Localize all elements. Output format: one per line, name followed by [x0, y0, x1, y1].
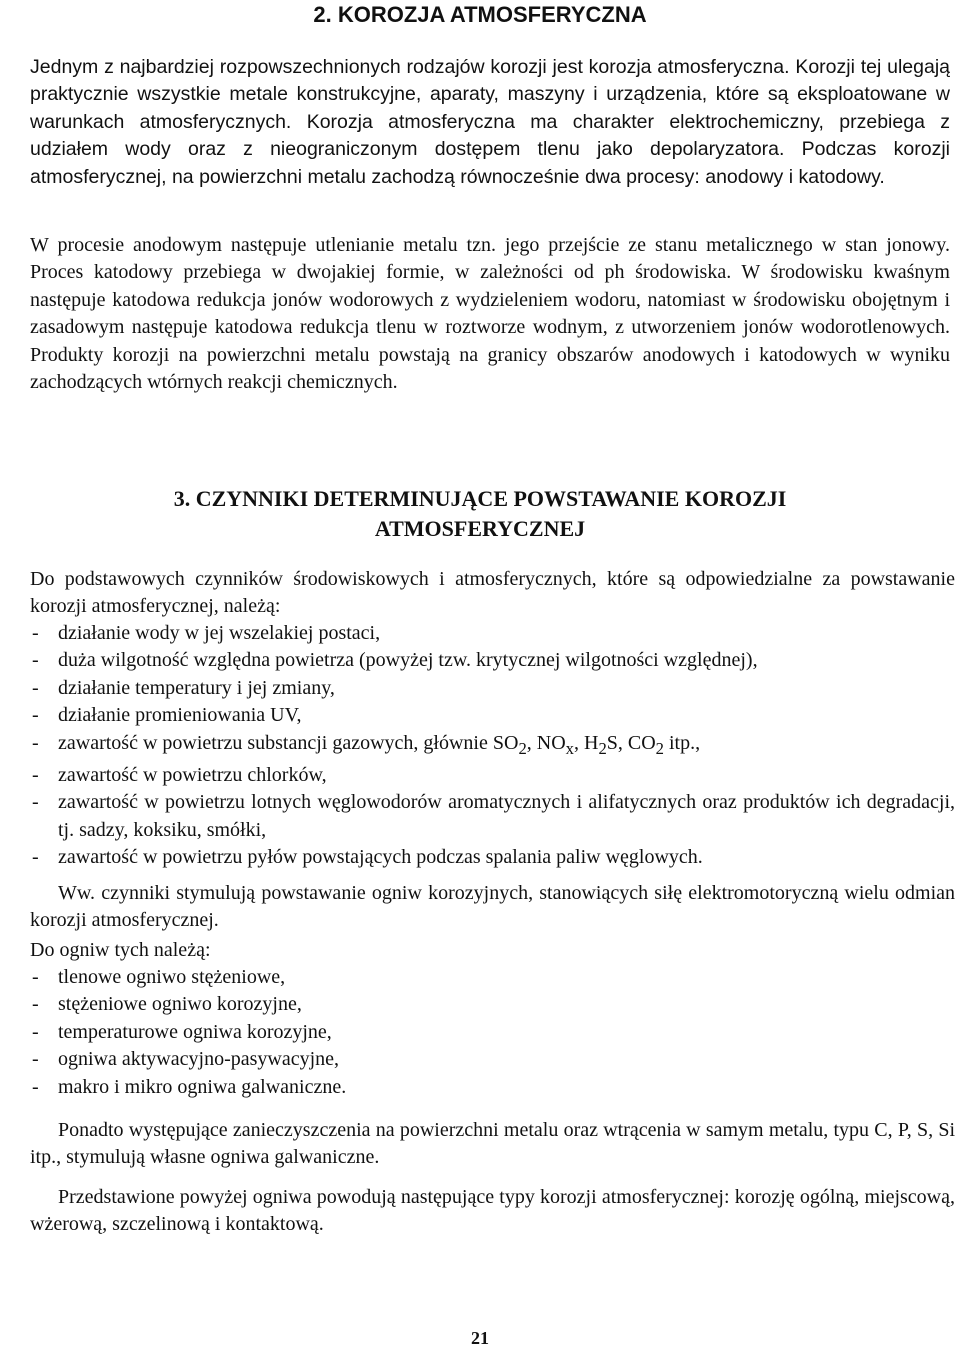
list-item: - zawartość w powietrzu pyłów powstających podczas spalania paliw węglowych.: [30, 844, 955, 871]
gas-sep: , NO: [526, 731, 566, 754]
section-heading-korozja-atmosferyczna: 2. KOROZJA ATMOSFERYCZNA: [313, 2, 647, 27]
list-item: - zawartość w powietrzu lotnych węglowodorów aromatycznych i alifatycznych oraz produktów ich degradacji, tj. sadzy, koksiku, smółki,: [30, 789, 955, 844]
section-heading-line1: 3. CZYNNIKI DETERMINUJĄCE POWSTAWANIE KOROZJI: [173, 486, 787, 511]
paragraph-impurities-text: Ponadto występujące zanieczyszczenia na powierzchni metalu oraz wtrącenia w samym metalu, typu C, P, S, Si itp., stymulują własne ogniwa galwaniczne.: [30, 1119, 955, 1169]
list-item: - tlenowe ogniwo stężeniowe,: [30, 964, 955, 991]
gas-item-prefix: zawartość w powietrzu substancji gazowych, głównie SO: [58, 731, 519, 754]
list-item: - działanie temperatury i jej zmiany,: [30, 675, 955, 702]
paragraph-corrosion-types: [30, 1184, 955, 1239]
list-item: - duża wilgotność względna powietrza (powyżej tzw. krytycznej wilgotności względnej),: [30, 647, 955, 674]
cells-list: [30, 964, 955, 1101]
paragraph-processes: [30, 232, 950, 396]
paragraph-factors-intro: Do podstawowych czynników środowiskowych i atmosferycznych, które są odpowiedzialne za powstawanie korozji atmosferycznej, należą:: [30, 568, 955, 618]
list-item-gases: [30, 730, 955, 762]
paragraph-ww-text: Ww. czynniki stymulują powstawanie ogniw korozyjnych, stanowiących siłę elektromotoryczną wielu odmian korozji atmosferycznej.: [30, 882, 955, 932]
gas-sub: 2: [655, 738, 664, 758]
list-item: - działanie wody w jej wszelakiej postaci,: [30, 620, 955, 647]
paragraph-processes-text: W procesie anodowym następuje utlenianie metalu tzn. jego przejście ze stanu metalicznego w stan jonowy. Proces katodowy przebiega w dwojakiej formie, w zależności od ph środowiska. W środowisku kwaśnym następuje katodowa redukcja jonów wodorowych z wydzieleniem wodoru, natomiast w środowisku obojętnym i zasadowym następuje katodowa redukcja tlenu w roztworze wodnym, z utworzeniem jonów wodorotlenowych. Produkty korozji na powierzchni metalu powstają na granicy obszarów anodowych i katodowych w wyniku zachodzących wtórnych reakcji chemicznych.: [30, 234, 950, 394]
gas-sep: S, CO: [606, 731, 656, 754]
gas-sub: 2: [598, 738, 607, 758]
factors-list: [30, 620, 955, 872]
list-item: - stężeniowe ogniwo korozyjne,: [30, 991, 955, 1018]
gas-sub: 2: [518, 738, 527, 758]
list-item: - ogniwa aktywacyjno-pasywacyjne,: [30, 1046, 955, 1073]
list-item: - temperaturowe ogniwa korozyjne,: [30, 1019, 955, 1046]
paragraph-cells-intro: Do ogniw tych należą:: [30, 939, 211, 961]
paragraph-ww: [30, 880, 955, 935]
page-number: 21: [471, 1328, 489, 1348]
list-item: - makro i mikro ogniwa galwaniczne.: [30, 1074, 955, 1101]
paragraph-impurities: [30, 1117, 955, 1172]
gas-item-suffix: itp.,: [664, 731, 701, 754]
paragraph-intro: Jednym z najbardziej rozpowszechnionych rodzajów korozji jest korozja atmosferyczna. Korozji tej ulegają praktycznie wszystkie metale konstrukcyjne, aparaty, maszyny i urządzenia, które są eksploatowane w warunkach atmosferycznych. Korozja atmosferyczna ma charakter elektrochemiczny, przebiega z udziałem wody oraz z nieograniczonym dostępem tlenu jako depolaryzatora. Podczas korozji atmosferycznej, na powierzchni metalu zachodzą równocześnie dwa procesy: anodowy i katodowy.: [30, 56, 950, 188]
list-item: - zawartość w powietrzu chlorków,: [30, 762, 955, 789]
section-heading-czynniki: [0, 484, 960, 544]
paragraph-corrosion-types-text: Przedstawione powyżej ogniwa powodują następujące typy korozji atmosferycznej: korozję ogólną, miejscową, wżerową, szczelinową i kontaktową.: [30, 1186, 955, 1236]
gas-sub: x: [565, 738, 574, 758]
gas-sep: , H: [573, 731, 599, 754]
section-heading-line2: ATMOSFERYCZNEJ: [374, 516, 586, 541]
list-item: - działanie promieniowania UV,: [30, 702, 955, 729]
